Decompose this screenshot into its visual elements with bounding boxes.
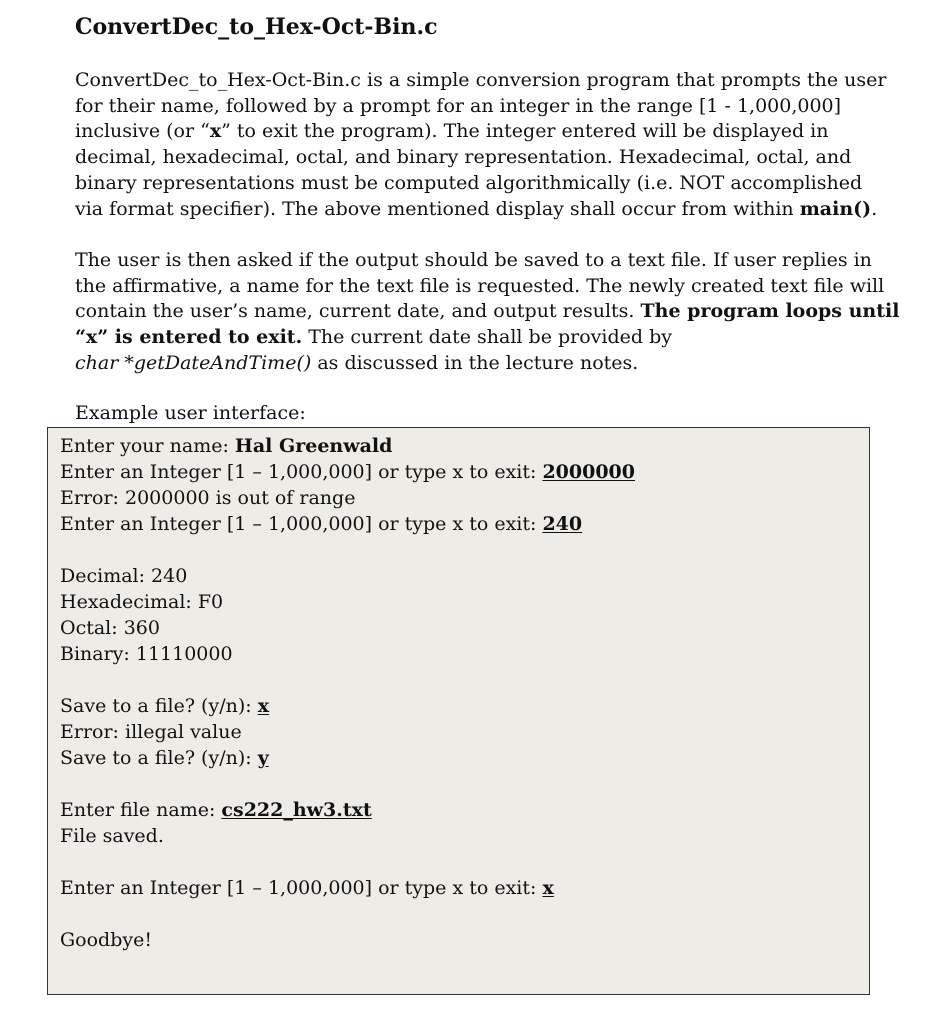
terminal-line (60, 875, 554, 901)
paragraph-line: ConvertDec_to_Hex-Oct-Bin.c is a simple conversion program that prompts the user (75, 69, 887, 91)
bold-text: x (209, 120, 222, 143)
user-input: x (542, 877, 554, 899)
paragraph-line: The user is then asked if the output should be saved to a text file. If user replies in (75, 249, 872, 271)
terminal-line: Binary: 11110000 (60, 643, 233, 665)
terminal-line: Decimal: 240 (60, 565, 188, 587)
paragraph-line (75, 325, 875, 351)
terminal-line (60, 433, 392, 459)
text-run: . (871, 197, 878, 220)
paragraph-line: the affirmative, a name for the text file is requested. The newly created text file will (75, 274, 885, 297)
prompt-text: Enter an Integer [1 – 1,000,000] or type x to exit: (60, 513, 543, 535)
user-input: 240 (542, 513, 583, 535)
paragraph-line (75, 197, 878, 223)
user-input: Hal Greenwald (234, 435, 393, 457)
terminal-line: Error: illegal value (60, 721, 242, 743)
bold-text: The program loops until (640, 300, 900, 323)
user-input: y (257, 747, 269, 769)
document-title: ConvertDec_to_Hex-Oct-Bin.c (75, 14, 438, 40)
italic-text: char *getDateAndTime() (75, 351, 312, 374)
terminal-line: Hexadecimal: F0 (60, 591, 224, 613)
description-paragraph (75, 68, 887, 222)
text-run: inclusive (or “ (75, 120, 210, 143)
text-run: ” to exit the program). The integer entered will be displayed in (221, 120, 829, 143)
prompt-text: Save to a file? (y/n): (60, 747, 258, 769)
terminal-line: Octal: 360 (60, 617, 160, 639)
terminal-line: Error: 2000000 is out of range (60, 487, 356, 509)
user-input: cs222_hw3.txt (221, 799, 372, 821)
paragraph-line: decimal, hexadecimal, octal, and binary representation. Hexadecimal, octal, and (75, 146, 852, 169)
prompt-text: Enter an Integer [1 – 1,000,000] or type x to exit: (60, 461, 543, 483)
example-terminal (47, 427, 870, 995)
prompt-text: Enter an Integer [1 – 1,000,000] or type x to exit: (60, 877, 543, 899)
user-input: x (257, 695, 270, 717)
paragraph-line: binary representations must be computed algorithmically (i.e. NOT accomplished (75, 171, 863, 194)
terminal-line (60, 511, 582, 537)
terminal-line (60, 459, 635, 485)
paragraph-line (75, 119, 875, 145)
bold-text: “x” is entered to exit. (75, 326, 303, 349)
prompt-text: Enter file name: (60, 799, 222, 821)
example-label: Example user interface: (75, 402, 306, 424)
text-run: The current date shall be provided by (302, 326, 672, 349)
paragraph-line (75, 351, 875, 377)
bold-text: main() (799, 197, 872, 220)
terminal-line (60, 797, 372, 823)
paragraph-line: for their name, followed by a prompt for an integer in the range [1 - 1,000,000] (75, 94, 842, 117)
text-run: via format specifier). The above mentioned display shall occur from within (75, 197, 800, 220)
requirements-paragraph (75, 248, 900, 377)
text-run: contain the user’s name, current date, and output results. (75, 300, 641, 323)
terminal-line (60, 745, 269, 771)
prompt-text: Save to a file? (y/n): (60, 695, 258, 717)
terminal-line: Goodbye! (60, 929, 152, 951)
text-run: as discussed in the lecture notes. (311, 351, 639, 374)
terminal-line: File saved. (60, 825, 164, 847)
paragraph-line (75, 299, 900, 325)
terminal-line (60, 693, 269, 719)
user-input: 2000000 (542, 461, 635, 483)
prompt-text: Enter your name: (60, 435, 235, 457)
